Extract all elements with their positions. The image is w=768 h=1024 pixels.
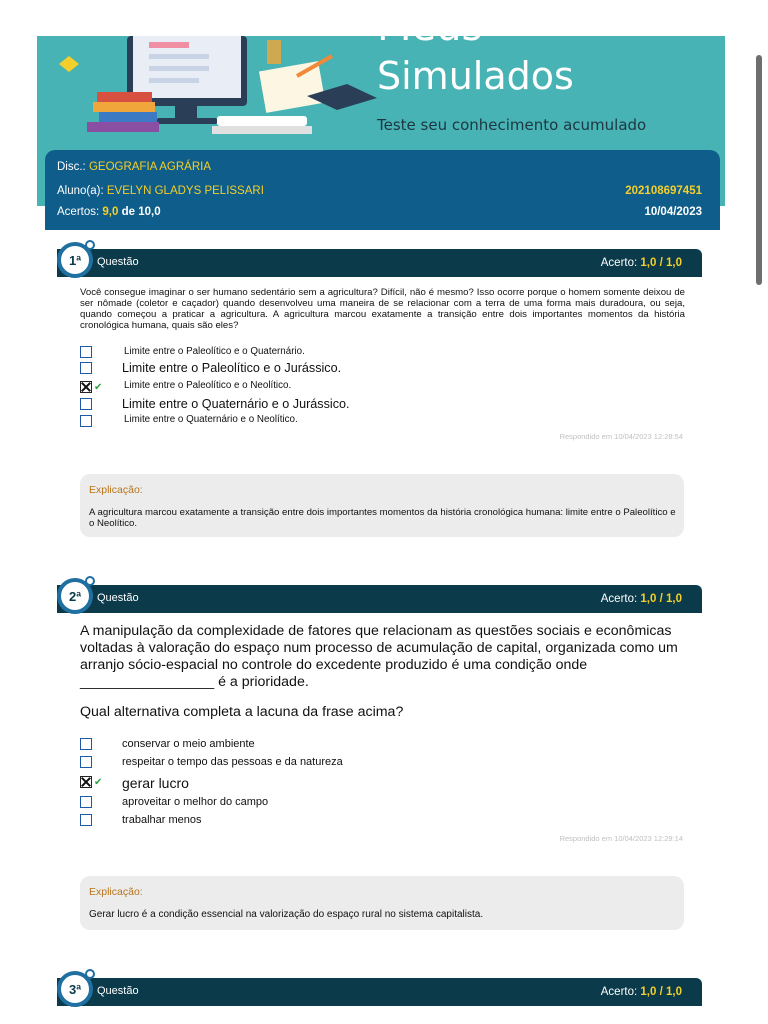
option-label: Limite entre o Paleolítico e o Quaternário. — [124, 346, 305, 357]
question-number: 1ª — [68, 252, 82, 268]
question-1-header — [57, 249, 702, 277]
student-label: Aluno(a): — [57, 185, 104, 197]
checkbox-icon[interactable] — [80, 381, 92, 393]
checkbox-icon[interactable] — [80, 814, 92, 826]
option-label: trabalhar menos — [122, 814, 202, 826]
question-score — [601, 257, 682, 269]
question-2-option-3[interactable] — [80, 776, 106, 788]
question-2-explanation — [80, 876, 684, 930]
score-value: 1,0 — [640, 257, 657, 269]
question-badge-icon — [57, 578, 93, 614]
question-score — [601, 593, 682, 605]
explanation-text: A agricultura marcou exatamente a transição entre dois importantes momentos da história cronológica humana: limite entre o Paleolítico e o Neolítico. — [89, 507, 676, 529]
score-separator: / — [659, 986, 663, 998]
score-separator: / — [659, 257, 663, 269]
score-separator: / — [659, 593, 663, 605]
question-badge-icon — [57, 242, 93, 278]
question-1-explanation — [80, 474, 684, 537]
question-2-prompt: Qual alternativa completa a lacuna da frase acima? — [80, 704, 404, 720]
banner-title: Simulados — [377, 54, 574, 98]
question-number: 2ª — [68, 588, 82, 604]
answered-timestamp: Respondido em 10/04/2023 12:29:14 — [559, 834, 683, 843]
question-2-option-1[interactable] — [80, 738, 106, 750]
checkbox-icon[interactable] — [80, 398, 92, 410]
banner-title-top: Meus — [377, 4, 483, 50]
books-illustration — [57, 36, 377, 146]
option-label: aproveitar o melhor do campo — [122, 796, 269, 808]
student-id: 202108697451 — [625, 185, 702, 197]
checkmark-icon: ✔ — [94, 776, 103, 788]
checkbox-icon[interactable] — [80, 756, 92, 768]
option-label: respeitar o tempo das pessoas e da natureza — [122, 756, 343, 768]
explanation-title: Explicação: — [89, 886, 143, 898]
hits-total: de 10,0 — [121, 206, 161, 218]
question-2-option-5[interactable] — [80, 814, 106, 826]
question-3-header — [57, 978, 702, 1006]
question-2-option-4[interactable] — [80, 796, 106, 808]
option-label: Limite entre o Quaternário e o Neolítico. — [124, 414, 298, 425]
checkbox-icon[interactable] — [80, 415, 92, 427]
hits-row — [57, 206, 161, 218]
question-badge-icon — [57, 971, 93, 1007]
score-max: 1,0 — [666, 986, 682, 998]
exam-date: 10/04/2023 — [644, 206, 702, 218]
discipline-label: Disc.: — [57, 161, 86, 173]
score-label: Acerto: — [600, 593, 638, 605]
exam-review-page — [37, 0, 725, 998]
question-1-option-3[interactable] — [80, 381, 106, 393]
checkbox-icon[interactable] — [80, 796, 92, 808]
explanation-title: Explicação: — [89, 484, 143, 496]
question-1-option-1[interactable] — [80, 346, 106, 358]
question-score — [601, 986, 682, 998]
question-2-header — [57, 585, 702, 613]
question-2-option-2[interactable] — [80, 756, 106, 768]
score-label: Acerto: — [600, 257, 638, 269]
question-1-option-2[interactable] — [80, 362, 106, 374]
question-label: Questão — [97, 256, 139, 268]
question-1-option-5[interactable] — [80, 415, 106, 427]
checkbox-icon[interactable] — [80, 346, 92, 358]
hourglass-icon — [267, 40, 281, 64]
checkbox-icon[interactable] — [80, 776, 92, 788]
option-label: Limite entre o Paleolítico e o Jurássico. — [122, 361, 342, 375]
option-label: conservar o meio ambiente — [122, 738, 255, 750]
hits-value: 9,0 — [102, 206, 119, 218]
student-row — [57, 185, 264, 197]
option-label-selected: Limite entre o Paleolítico e o Neolítico. — [124, 380, 292, 391]
question-1-option-4[interactable] — [80, 398, 106, 410]
discipline-value: GEOGRAFIA AGRÁRIA — [88, 161, 212, 173]
answered-timestamp: Respondido em 10/04/2023 12:28:54 — [559, 432, 683, 441]
page-scrollbar[interactable] — [756, 55, 762, 285]
score-label: Acerto: — [600, 986, 638, 998]
question-label: Questão — [97, 985, 139, 997]
question-number: 3ª — [68, 981, 82, 997]
score-value: 1,0 — [640, 593, 657, 605]
discipline-row — [57, 161, 211, 173]
hits-label: Acertos: — [57, 206, 100, 218]
option-label: Limite entre o Quaternário e o Jurássico. — [122, 397, 350, 411]
student-name: EVELYN GLADYS PELISSARI — [106, 185, 264, 197]
explanation-text: Gerar lucro é a condição essencial na valorização do espaço rural no sistema capitalista. — [89, 909, 484, 920]
checkbox-icon[interactable] — [80, 362, 92, 374]
question-2-text: A manipulação da complexidade de fatores que relacionam as questões sociais e econômicas voltadas à valoração do espaço num processo de acumulação de capital, organizada como um arranjo sócio-espacial no controle do excedente produzido é uma condição onde _________________ é a prioridade. — [80, 623, 678, 690]
question-label: Questão — [97, 592, 139, 604]
score-value: 1,0 — [640, 986, 657, 998]
score-max: 1,0 — [666, 257, 682, 269]
banner-subtitle: Teste seu conhecimento acumulado — [377, 116, 647, 134]
question-1-text: Você consegue imaginar o ser humano sedentário sem a agricultura? Difícil, não é mesmo? Isso ocorre porque o homem somente deixou de ser nômade (coletor e caçador) quando desenvolveu uma maneira de se relacionar com a terra de uma forma mais duradoura, ou seja, quando começou a praticar a agricultura. A agricultura marcou exatamente a transição entre dois importantes momentos da história cronológica humana, quais são eles? — [80, 287, 685, 331]
exam-info-bar — [45, 150, 720, 230]
option-label-selected: gerar lucro — [122, 775, 189, 791]
score-max: 1,0 — [666, 593, 682, 605]
checkmark-icon: ✔ — [94, 381, 103, 393]
checkbox-icon[interactable] — [80, 738, 92, 750]
